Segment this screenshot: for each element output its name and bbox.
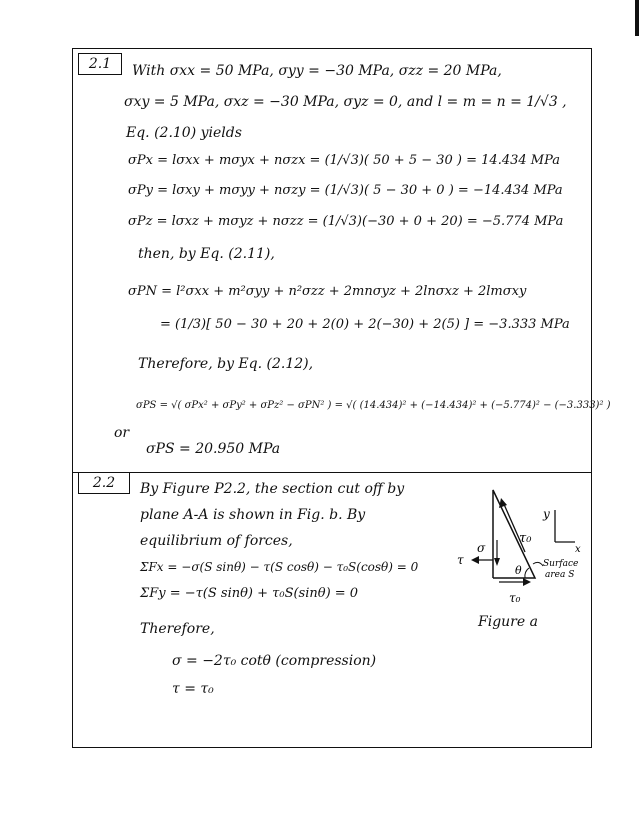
text-line: σPS = √( σPx² + σPy² + σPz² − σPN² ) = √( (14.434)² + (−14.434)² + (−5.774)² − (−3.333)² ) (136, 400, 611, 411)
text-line: σPz = lσxz + mσyz + nσzz = (1/√3)(−30 + 0 + 20) = −5.774 MPa (128, 214, 564, 229)
text-line: Therefore, by Eq. (2.12), (138, 356, 314, 372)
text-line: σPx = lσxx + mσyx + nσzx = (1/√3)( 50 + 5 − 30 ) = 14.434 MPa (128, 153, 561, 168)
arrow-head-icon (523, 578, 531, 586)
surface-pointer (533, 562, 543, 566)
x-axis-label: x (575, 544, 581, 555)
text-line: ΣFy = −τ(S sinθ) + τ₀S(sinθ) = 0 (140, 586, 359, 601)
text-line: σxy = 5 MPa, σxz = −30 MPa, σyz = 0, and l = m = n = 1/√3 , (124, 94, 567, 110)
text-line: ΣFx = −σ(S sinθ) − τ(S cosθ) − τ₀S(cosθ) = 0 (140, 560, 419, 574)
arrow-head-icon (494, 558, 500, 566)
text-line: = (1/3)[ 50 − 30 + 20 + 2(0) + 2(−30) + 2(5) ] = −3.333 MPa (160, 317, 570, 332)
figure-caption: Figure a (478, 614, 538, 630)
problem-number: 2.2 (92, 475, 116, 491)
text-line: σPN = l²σxx + m²σyy + n²σzz + 2mnσyz + 2lnσxz + 2lmσxy (128, 284, 527, 299)
arrow-head-icon (471, 556, 479, 564)
sigma-label: σ (477, 541, 486, 555)
arrow-head-icon (499, 498, 507, 508)
tau0-bottom-label: τ₀ (509, 591, 521, 605)
text-line: τ = τ₀ (172, 681, 214, 697)
problem-number: 2.1 (88, 56, 112, 72)
text-line: or (114, 425, 130, 441)
surface-label: Surface (543, 559, 579, 569)
theta-label: θ (515, 564, 522, 577)
free-body-diagram (455, 480, 585, 610)
text-line: then, by Eq. (2.11), (138, 246, 275, 262)
text-line: σPS = 20.950 MPa (146, 441, 281, 457)
area-label: area S (545, 570, 575, 580)
text-line: equilibrium of forces, (140, 533, 293, 549)
text-line: σPy = lσxy + mσyy + nσzy = (1/√3)( 5 − 30 + 0 ) = −14.434 MPa (128, 183, 563, 198)
text-line: plane A-A is shown in Fig. b. By (140, 507, 366, 523)
text-line: With σxx = 50 MPa, σyy = −30 MPa, σzz = 20 MPa, (132, 63, 502, 79)
text-line: Therefore, (140, 621, 215, 637)
tau-label: τ (457, 553, 464, 567)
tau0-top-label: τ₀ (519, 531, 532, 546)
y-axis-label: y (543, 507, 550, 521)
theta-arc (525, 568, 529, 578)
text-line: By Figure P2.2, the section cut off by (140, 481, 405, 497)
text-line: σ = −2τ₀ cotθ (compression) (172, 653, 377, 669)
text-line: Eq. (2.10) yields (126, 125, 242, 141)
